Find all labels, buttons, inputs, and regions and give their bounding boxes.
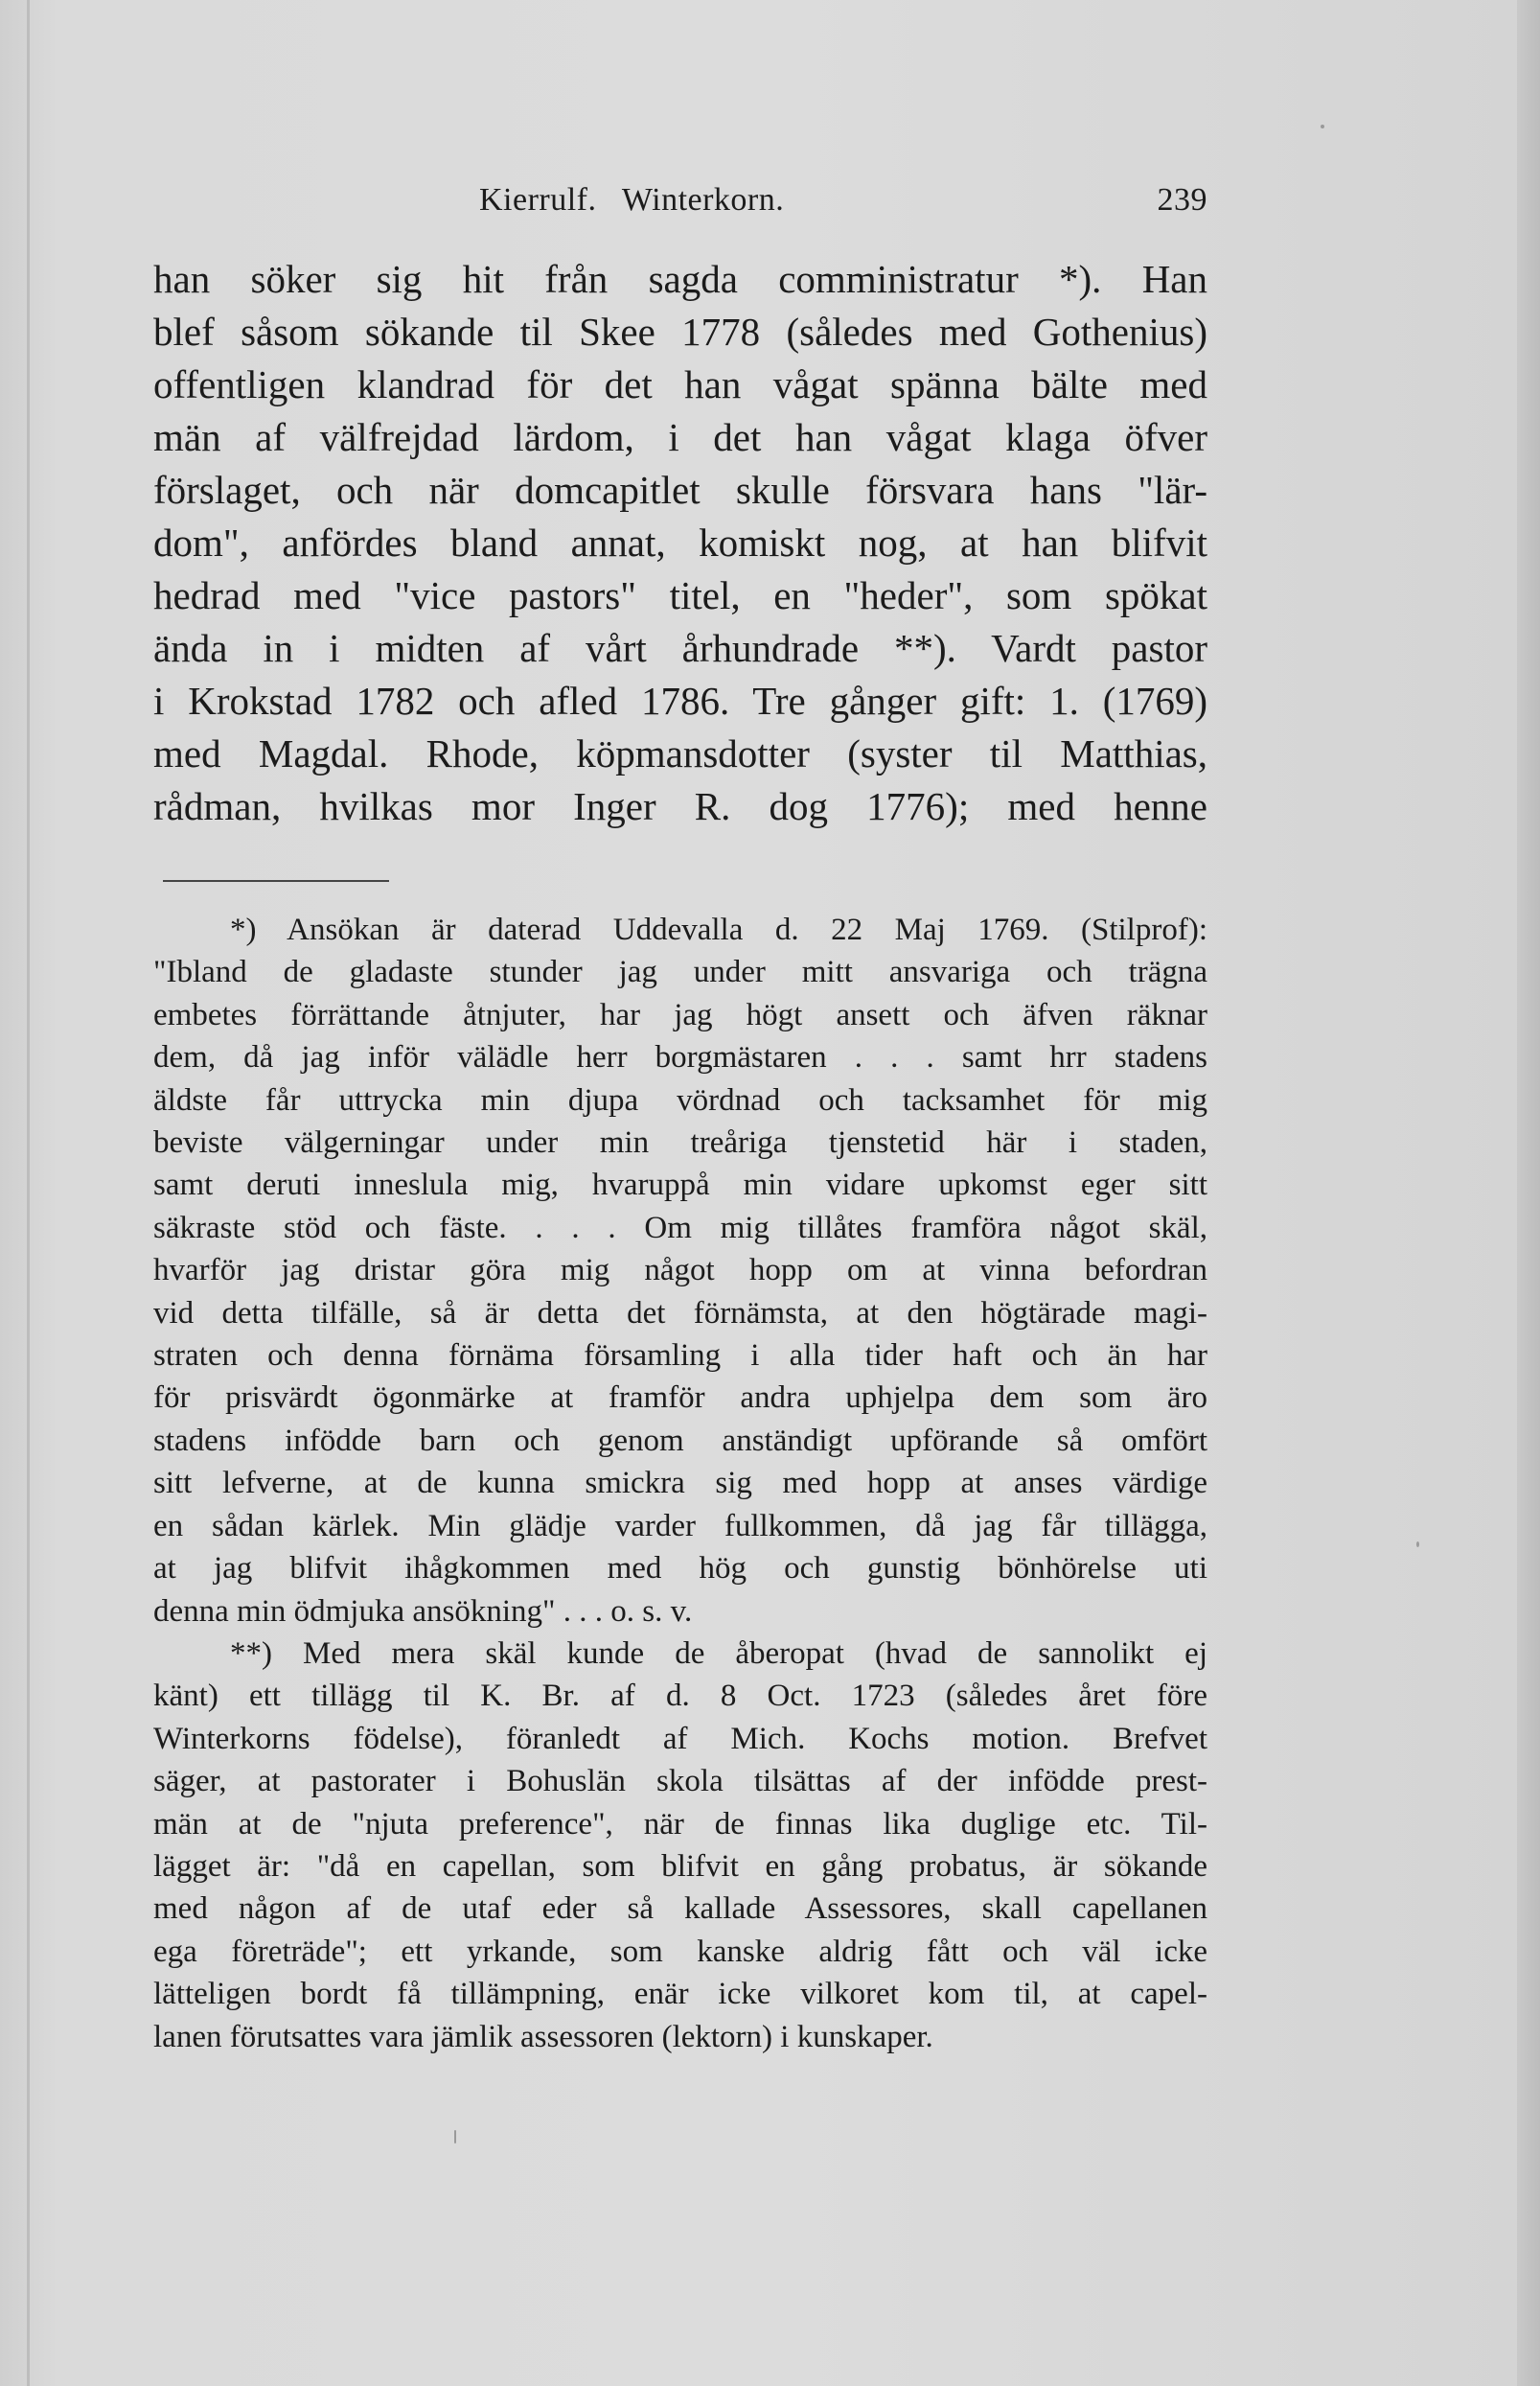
paper-speck <box>454 2130 456 2143</box>
page-binding-shadow <box>27 0 30 2386</box>
footnote-line: beviste välgerningar under min treåriga tjenstetid här i staden, <box>153 1125 1207 1161</box>
footnote-line: sitt lefverne, at de kunna smickra sig med hopp at anses värdige <box>153 1466 1207 1501</box>
text-line: i Krokstad 1782 och afled 1786. Tre gånger gift: 1. (1769) <box>153 679 1207 723</box>
text-line: rådman, hvilkas mor Inger R. dog 1776); med henne <box>153 784 1207 828</box>
footnote-line: embetes förrättande åtnjuter, har jag högt ansett och äfven räknar <box>153 997 1207 1032</box>
footnote-line: äldste får uttrycka min djupa vördnad och tacksamhet för mig <box>153 1082 1207 1118</box>
footnote-line: dem, då jag inför välädle herr borgmästaren . . . samt hrr stadens <box>153 1040 1207 1076</box>
footnote-line: ega företräde"; ett yrkande, som kanske aldrig fått och väl icke <box>153 1934 1207 1969</box>
text-line: män af välfrejdad lärdom, i det han vågat klaga öfver <box>153 415 1207 459</box>
footnote-line: med någon af de utaf eder så kallade Assessores, skall capellanen <box>153 1891 1207 1927</box>
footnote-line: denna min ödmjuka ansökning" . . . o. s. v. <box>153 1593 693 1629</box>
footnote-line: känt) ett tillägg til K. Br. af d. 8 Oct. 1723 (således året före <box>153 1679 1207 1714</box>
paper-speck <box>1321 125 1324 128</box>
page-number: 239 <box>1157 182 1207 218</box>
footnote-line: lanen förutsattes vara jämlik assessoren (lektorn) i kunskaper. <box>153 2019 933 2054</box>
running-header <box>153 182 1207 230</box>
footnote-line: stadens infödde barn och genom anständigt upförande så omfört <box>153 1423 1207 1458</box>
footnote-line: säger, at pastorater i Bohuslän skola tilsättas af der infödde prest- <box>153 1764 1207 1799</box>
text-line: han söker sig hit från sagda comministratur *). Han <box>153 257 1207 301</box>
page-edge <box>1517 0 1540 2386</box>
footnote-line: säkraste stöd och fäste. . . . Om mig tillåtes framföra något skäl, <box>153 1210 1207 1245</box>
footnotes <box>153 909 1207 2058</box>
paper-speck <box>1416 1541 1419 1547</box>
footnote-line: för prisvärdt ögonmärke at framför andra uphjelpa dem som äro <box>153 1380 1207 1416</box>
text-line: med Magdal. Rhode, köpmansdotter (syster til Matthias, <box>153 731 1207 776</box>
main-text <box>153 253 1207 833</box>
footnote-line: "Ibland de gladaste stunder jag under mitt ansvariga och trägna <box>153 955 1207 990</box>
footnote-line: en sådan kärlek. Min glädje varder fullkommen, då jag får tillägga, <box>153 1508 1207 1543</box>
footnote-line: *) Ansökan är daterad Uddevalla d. 22 Maj 1769. (Stilprof): <box>230 913 1207 947</box>
footnote-line: Winterkorns födelse), föranledt af Mich. Kochs motion. Brefvet <box>153 1721 1207 1756</box>
footnote-line: män at de "njuta preference", när de finnas lika duglige etc. Til- <box>153 1806 1207 1842</box>
text-line: offentligen klandrad för det han vågat spänna bälte med <box>153 362 1207 406</box>
text-line: dom", anfördes bland annat, komiskt nog, at han blifvit <box>153 521 1207 565</box>
footnote-separator <box>163 880 389 882</box>
text-line: ända in i midten af vårt århundrade **). Vardt pastor <box>153 626 1207 670</box>
running-title: Kierrulf. Winterkorn. <box>479 182 785 218</box>
footnote-line: straten och denna förnäma församling i alla tider haft och än har <box>153 1338 1207 1374</box>
text-line: blef såsom sökande til Skee 1778 (således med Gothenius) <box>153 310 1207 354</box>
footnote-line: **) Med mera skäl kunde de åberopat (hvad de sannolikt ej <box>230 1635 1207 1671</box>
footnote-line: lätteligen bordt få tillämpning, enär icke vilkoret kom til, at capel- <box>153 1977 1207 2012</box>
text-line: hedrad med "vice pastors" titel, en "heder", som spökat <box>153 573 1207 617</box>
footnote-line: samt deruti inneslula mig, hvaruppå min vidare upkomst eger sitt <box>153 1168 1207 1203</box>
footnote-line: lägget är: "då en capellan, som blifvit en gång probatus, är sökande <box>153 1848 1207 1884</box>
footnote-line: at jag blifvit ihågkommen med hög och gunstig bönhörelse uti <box>153 1551 1207 1587</box>
text-line: förslaget, och när domcapitlet skulle försvara hans "lär- <box>153 468 1207 512</box>
footnote-line: vid detta tilfälle, så är detta det förnämsta, at den högtärade magi- <box>153 1295 1207 1331</box>
footnote-line: hvarför jag dristar göra mig något hopp om at vinna befordran <box>153 1253 1207 1288</box>
